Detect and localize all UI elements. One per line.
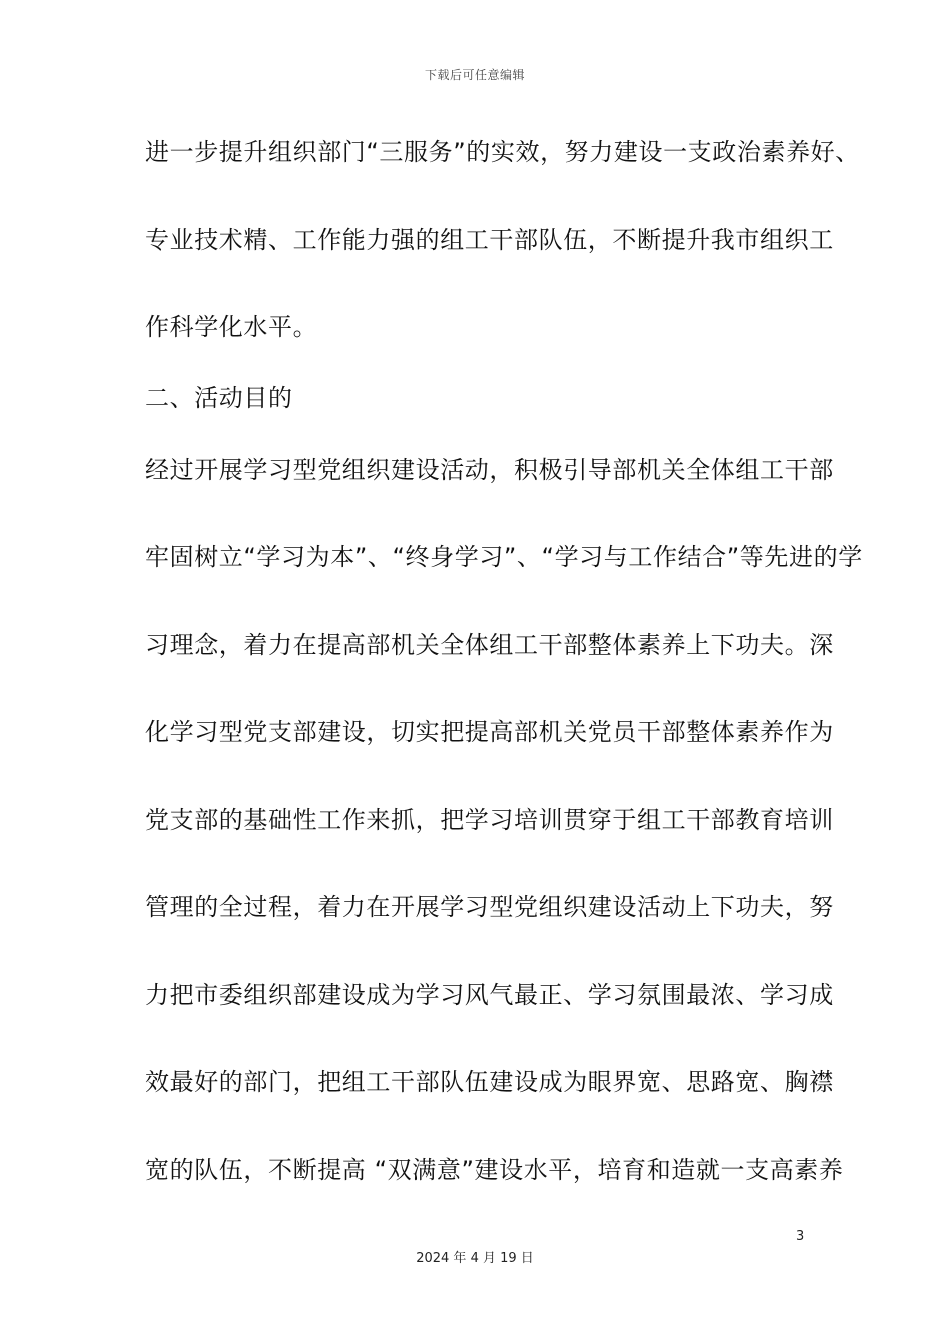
- paragraph-line: 化学习型党支部建设，切实把提高部机关党员干部整体素养作为: [145, 718, 834, 746]
- paragraph-line: 牢固树立“学习为本”、“终身学习”、“学习与工作结合”等先进的学: [145, 543, 863, 571]
- footer-date: 2024 年 4 月 19 日: [416, 1251, 534, 1266]
- paragraph-line: 经过开展学习型党组织建设活动，积极引导部机关全体组工干部: [145, 456, 834, 484]
- paragraph-line: 专业技术精、工作能力强的组工干部队伍，不断提升我市组织工: [145, 226, 834, 254]
- paragraph-line: 进一步提升组织部门“三服务”的实效，努力建设一支政治素养好、: [145, 138, 860, 166]
- paragraph-line: 习理念，着力在提高部机关全体组工干部整体素养上下功夫。深: [145, 631, 834, 659]
- section-heading: 二、活动目的: [145, 384, 293, 412]
- page-header: 下载后可任意编辑: [424, 68, 525, 82]
- paragraph-line: 管理的全过程，着力在开展学习型党组织建设活动上下功夫，努: [145, 893, 834, 921]
- paragraph-line: 宽的队伍，不断提高 “双满意”建设水平，培育和造就一支高素养: [145, 1156, 844, 1184]
- paragraph-line: 力把市委组织部建设成为学习风气最正、学习氛围最浓、学习成: [145, 981, 834, 1009]
- paragraph-line: 效最好的部门，把组工干部队伍建设成为眼界宽、思路宽、胸襟: [145, 1068, 834, 1096]
- paragraph-line: 作科学化水平。: [145, 313, 318, 341]
- paragraph-line: 党支部的基础性工作来抓，把学习培训贯穿于组工干部教育培训: [145, 806, 834, 834]
- page-number: 3: [796, 1229, 805, 1244]
